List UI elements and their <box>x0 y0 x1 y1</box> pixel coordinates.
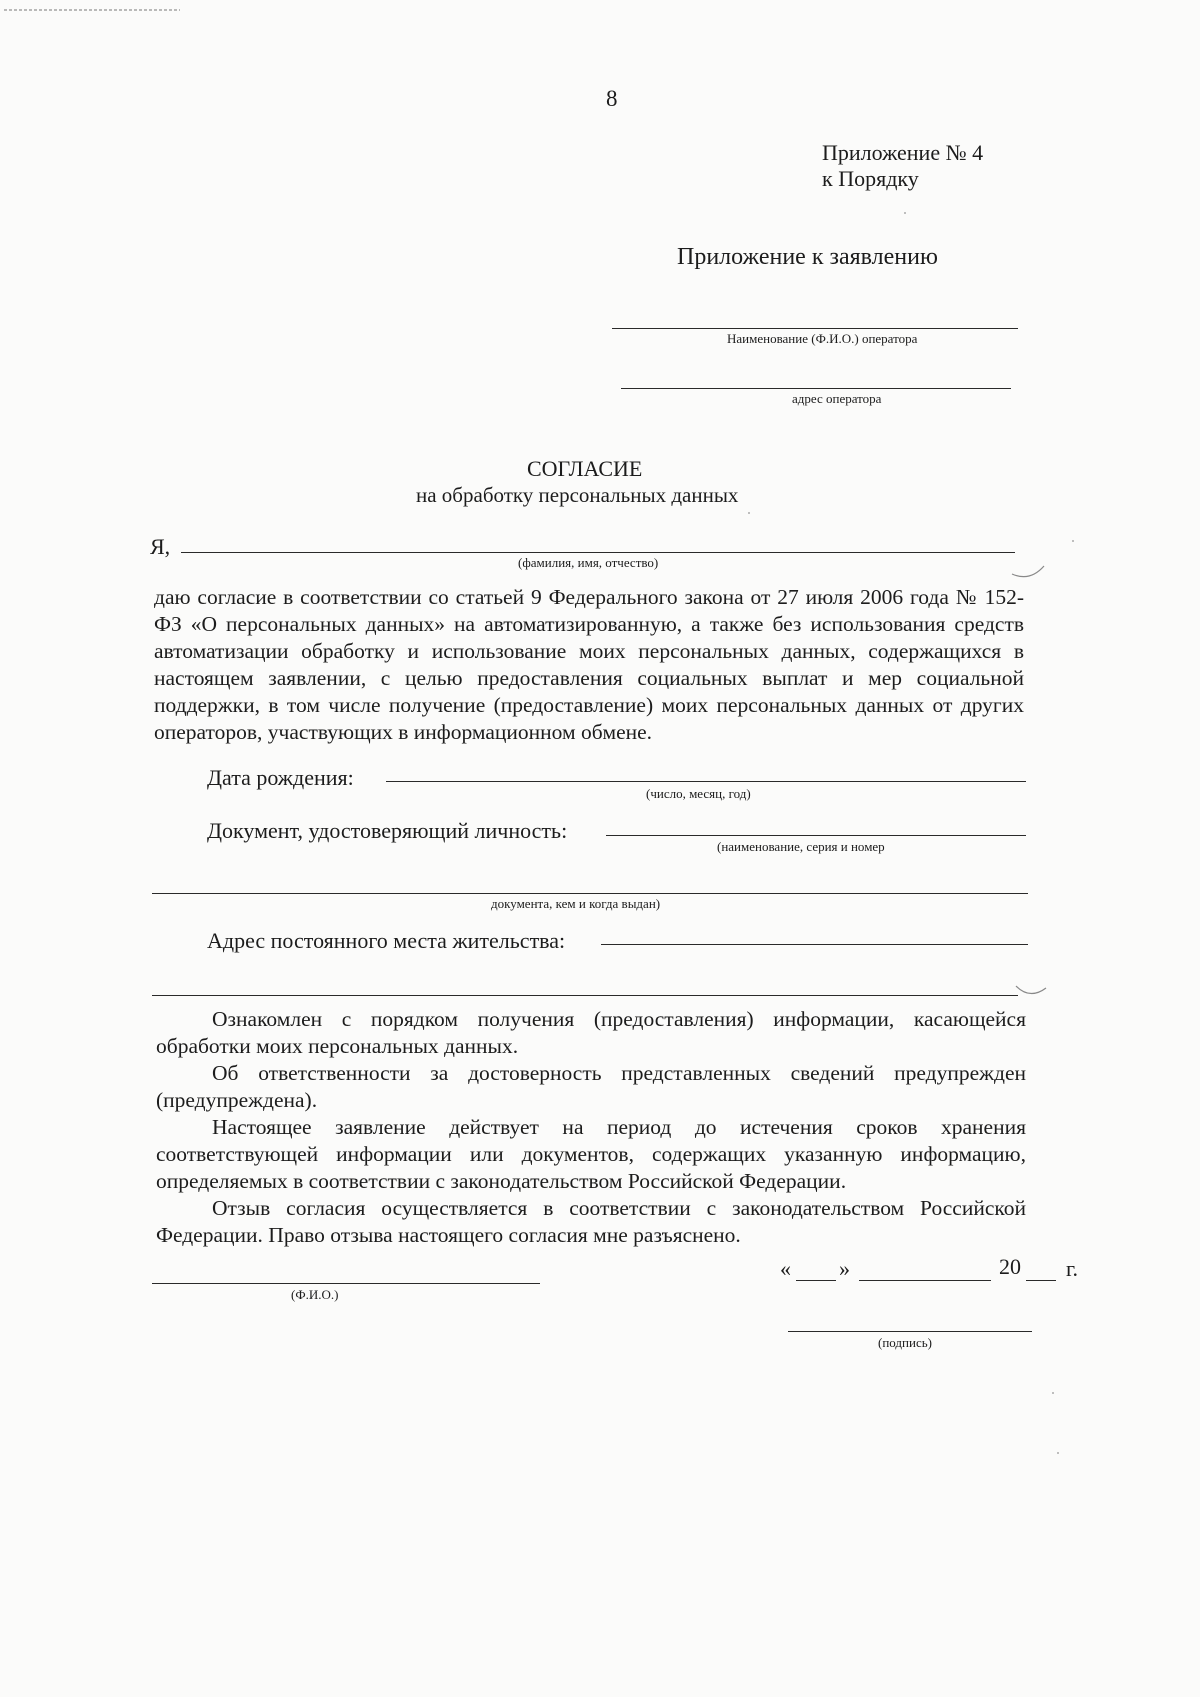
scan-speck <box>1072 540 1074 542</box>
page-number: 8 <box>606 86 618 111</box>
declarant-fio-caption: (фамилия, имя, отчество) <box>518 555 659 570</box>
id-document-label: Документ, удостоверяющий личность: <box>207 818 568 843</box>
operator-address-caption: адрес оператора <box>792 391 882 406</box>
scan-speck <box>1052 1392 1054 1394</box>
scan-speck <box>748 512 750 514</box>
document-subtitle: на обработку персональных данных <box>416 483 739 507</box>
id-document-caption-2: документа, кем и когда выдан) <box>491 896 661 911</box>
scan-speck <box>1057 1452 1059 1454</box>
address-label: Адрес постоянного места жительства: <box>207 928 566 953</box>
scan-speck <box>904 212 906 214</box>
signature-caption: (подпись) <box>878 1335 932 1350</box>
date-year-suffix: г. <box>1066 1256 1079 1281</box>
statement-acknowledged: Ознакомлен с порядком получения (предоставления) информации, касающейся обработки моих персональных данных. <box>156 1007 1026 1058</box>
annex-line-2: к Порядку <box>822 166 919 191</box>
birth-date-label: Дата рождения: <box>207 765 354 790</box>
id-document-caption-1: (наименование, серия и номер <box>717 839 885 854</box>
declarant-prefix: Я, <box>150 534 171 559</box>
date-close-quote: » <box>839 1256 850 1281</box>
operator-name-caption: Наименование (Ф.И.О.) оператора <box>727 331 918 346</box>
date-open-quote: « <box>780 1256 791 1281</box>
annex-to-application: Приложение к заявлению <box>677 244 938 270</box>
date-year-prefix: 20 <box>999 1254 1021 1279</box>
consent-paragraph: даю согласие в соответствии со статьей 9 Федерального закона от 27 июля 2006 года № 152-ФЗ «О персональных данных» на автоматизированную, а также без использования средств автоматизации обработку и использование моих персональных данных, содержащихся в настоящем заявлении, с целью предоставления социальных выплат и мер социальной поддержки, в том числе получение (предоставление) моих персональных данных от других операторов, участвующих в информационном обмене. <box>154 585 1024 744</box>
statement-responsibility: Об ответственности за достоверность представленных сведений предупрежден (предупреждена). <box>156 1061 1026 1112</box>
birth-date-caption: (число, месяц, год) <box>646 786 751 801</box>
document-title: СОГЛАСИЕ <box>527 456 643 481</box>
annex-line-1: Приложение № 4 <box>822 140 984 165</box>
statement-validity: Настоящее заявление действует на период до истечения сроков хранения соответствующей информации или документов, содержащих указанную информацию, определяемых в соответствии с законодательством Российской Федерации. <box>156 1115 1026 1193</box>
statement-revocation: Отзыв согласия осуществляется в соответствии с законодательством Российской Федерации. Право отзыва настоящего согласия мне разъяснено. <box>156 1196 1026 1247</box>
signer-fio-caption: (Ф.И.О.) <box>291 1287 339 1302</box>
